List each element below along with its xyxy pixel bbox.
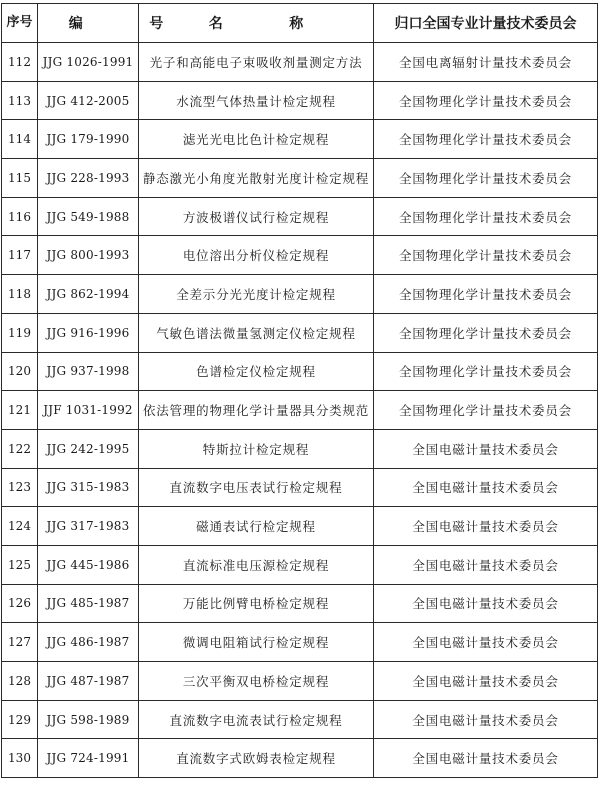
cell-name: 静态激光小角度光散射光度计检定规程 (139, 159, 374, 198)
table-row (2, 739, 598, 778)
header-org: 归口全国专业计量技术委员会 (374, 4, 598, 43)
standards-table (1, 3, 598, 778)
cell-name: 直流数字式欧姆表检定规程 (139, 739, 374, 778)
table-header-row (2, 4, 598, 43)
table-row (2, 662, 598, 701)
cell-name: 方波极谱仪试行检定规程 (139, 197, 374, 236)
cell-code: JJG 487-1987 (38, 662, 139, 701)
table-row (2, 81, 598, 120)
cell-seq: 116 (2, 197, 38, 236)
cell-code: JJG 862-1994 (38, 275, 139, 314)
cell-code: JJG 315-1983 (38, 468, 139, 507)
cell-code: JJF 1031-1992 (38, 391, 139, 430)
cell-org: 全国电离辐射计量技术委员会 (374, 43, 598, 82)
cell-name: 三次平衡双电桥检定规程 (139, 662, 374, 701)
cell-code: JJG 242-1995 (38, 429, 139, 468)
cell-name: 电位溶出分析仪检定规程 (139, 236, 374, 275)
table-row (2, 584, 598, 623)
cell-seq: 113 (2, 81, 38, 120)
cell-name: 微调电阻箱试行检定规程 (139, 623, 374, 662)
cell-org: 全国物理化学计量技术委员会 (374, 81, 598, 120)
cell-name: 特斯拉计检定规程 (139, 429, 374, 468)
cell-name: 气敏色谱法微量氢测定仪检定规程 (139, 313, 374, 352)
cell-seq: 117 (2, 236, 38, 275)
table-row (2, 159, 598, 198)
cell-code: JJG 485-1987 (38, 584, 139, 623)
header-code: 编 号 (38, 4, 139, 43)
cell-seq: 123 (2, 468, 38, 507)
cell-seq: 115 (2, 159, 38, 198)
table-row (2, 313, 598, 352)
table-row (2, 275, 598, 314)
header-name: 名 称 (139, 4, 374, 43)
cell-seq: 127 (2, 623, 38, 662)
cell-seq: 118 (2, 275, 38, 314)
cell-name: 水流型气体热量计检定规程 (139, 81, 374, 120)
cell-seq: 129 (2, 700, 38, 739)
cell-org: 全国电磁计量技术委员会 (374, 429, 598, 468)
header-seq: 序号 (2, 4, 38, 43)
cell-code: JJG 598-1989 (38, 700, 139, 739)
table-row (2, 468, 598, 507)
cell-org: 全国电磁计量技术委员会 (374, 468, 598, 507)
table-row (2, 507, 598, 546)
cell-seq: 120 (2, 352, 38, 391)
cell-name: 色谱检定仪检定规程 (139, 352, 374, 391)
cell-org: 全国物理化学计量技术委员会 (374, 197, 598, 236)
cell-org: 全国物理化学计量技术委员会 (374, 120, 598, 159)
table-body (2, 43, 598, 778)
cell-org: 全国物理化学计量技术委员会 (374, 391, 598, 430)
cell-name: 滤光光电比色计检定规程 (139, 120, 374, 159)
cell-name: 依法管理的物理化学计量器具分类规范 (139, 391, 374, 430)
cell-org: 全国电磁计量技术委员会 (374, 623, 598, 662)
cell-seq: 126 (2, 584, 38, 623)
cell-name: 万能比例臂电桥检定规程 (139, 584, 374, 623)
cell-code: JJG 317-1983 (38, 507, 139, 546)
cell-code: JJG 486-1987 (38, 623, 139, 662)
cell-code: JJG 1026-1991 (38, 43, 139, 82)
cell-seq: 130 (2, 739, 38, 778)
table-row (2, 236, 598, 275)
cell-org: 全国物理化学计量技术委员会 (374, 275, 598, 314)
cell-org: 全国电磁计量技术委员会 (374, 507, 598, 546)
cell-org: 全国物理化学计量技术委员会 (374, 159, 598, 198)
cell-seq: 121 (2, 391, 38, 430)
cell-code: JJG 549-1988 (38, 197, 139, 236)
cell-org: 全国物理化学计量技术委员会 (374, 352, 598, 391)
cell-org: 全国电磁计量技术委员会 (374, 662, 598, 701)
cell-code: JJG 412-2005 (38, 81, 139, 120)
cell-name: 直流数字电流表试行检定规程 (139, 700, 374, 739)
cell-org: 全国物理化学计量技术委员会 (374, 313, 598, 352)
table-row (2, 120, 598, 159)
cell-seq: 112 (2, 43, 38, 82)
cell-code: JJG 800-1993 (38, 236, 139, 275)
cell-name: 全差示分光光度计检定规程 (139, 275, 374, 314)
table-row (2, 352, 598, 391)
cell-code: JJG 724-1991 (38, 739, 139, 778)
table-row (2, 429, 598, 468)
cell-seq: 128 (2, 662, 38, 701)
cell-seq: 122 (2, 429, 38, 468)
cell-code: JJG 937-1998 (38, 352, 139, 391)
table-row (2, 391, 598, 430)
cell-org: 全国物理化学计量技术委员会 (374, 236, 598, 275)
cell-org: 全国电磁计量技术委员会 (374, 700, 598, 739)
table-row (2, 623, 598, 662)
table-row (2, 700, 598, 739)
cell-code: JJG 916-1996 (38, 313, 139, 352)
cell-code: JJG 228-1993 (38, 159, 139, 198)
cell-org: 全国电磁计量技术委员会 (374, 739, 598, 778)
cell-seq: 114 (2, 120, 38, 159)
cell-name: 直流标准电压源检定规程 (139, 545, 374, 584)
table-row (2, 197, 598, 236)
cell-code: JJG 445-1986 (38, 545, 139, 584)
table-row (2, 43, 598, 82)
table-row (2, 545, 598, 584)
cell-seq: 119 (2, 313, 38, 352)
cell-code: JJG 179-1990 (38, 120, 139, 159)
cell-seq: 125 (2, 545, 38, 584)
cell-org: 全国电磁计量技术委员会 (374, 584, 598, 623)
cell-name: 光子和高能电子束吸收剂量测定方法 (139, 43, 374, 82)
cell-org: 全国电磁计量技术委员会 (374, 545, 598, 584)
cell-name: 磁通表试行检定规程 (139, 507, 374, 546)
cell-seq: 124 (2, 507, 38, 546)
cell-name: 直流数字电压表试行检定规程 (139, 468, 374, 507)
